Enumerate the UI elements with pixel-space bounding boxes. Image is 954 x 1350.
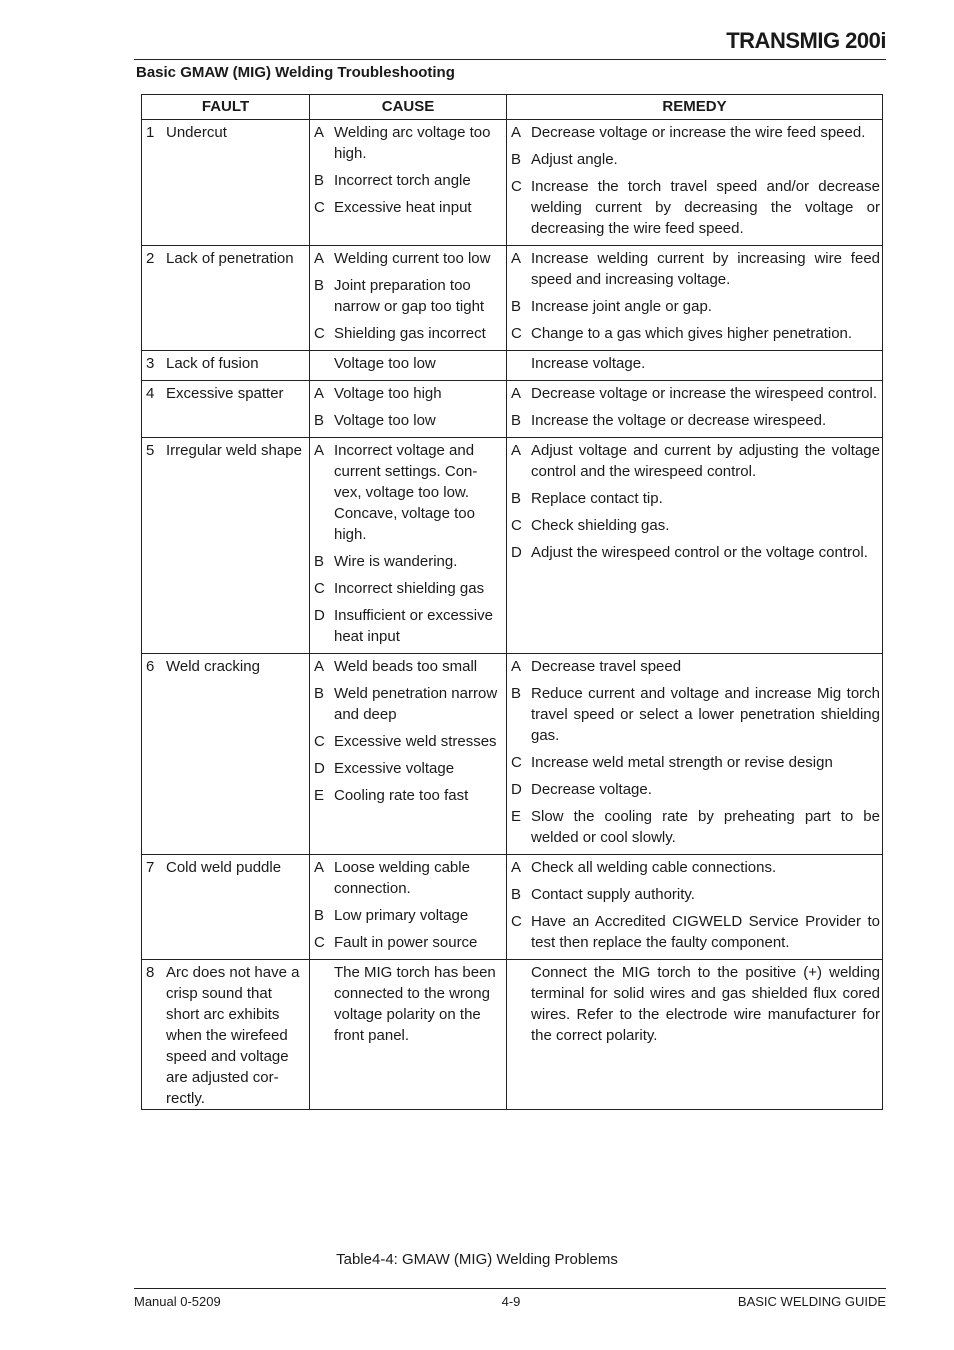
cause-letter: B <box>314 277 325 294</box>
cause-item <box>314 122 506 164</box>
cause-text: Excessive heat input <box>334 199 472 216</box>
cause-text: Fault in power source <box>334 934 478 951</box>
cause-text: Weld penetration narrow and deep <box>334 685 498 723</box>
column-header-remedy: REMEDY <box>507 95 883 120</box>
table-row <box>142 960 883 1110</box>
cause-text: Excessive voltage <box>334 760 455 777</box>
cause-text: Insufficient or excessive heat input <box>334 607 493 645</box>
footer-divider <box>134 1288 886 1289</box>
fault-cell <box>142 654 310 855</box>
remedy-text: Connect the MIG torch to the positive (+) welding terminal for solid wires and gas shielded flux cored wires. Refer to the electrode wire manufacturer for the correct polarity. <box>531 964 880 1044</box>
remedy-text: Decrease voltage or increase the wirespeed control. <box>531 385 878 402</box>
remedy-letter: B <box>511 151 522 168</box>
fault-entry <box>146 122 309 143</box>
remedy-item <box>511 779 882 800</box>
remedy-letter: D <box>511 781 522 798</box>
cause-text: Low primary voltage <box>334 907 469 924</box>
remedy-letter: D <box>511 544 522 561</box>
table-header-row <box>142 95 883 120</box>
cause-letter: B <box>314 172 325 189</box>
cause-text: Voltage too low <box>334 355 436 372</box>
remedy-item <box>511 515 882 536</box>
cause-text: Weld beads too small <box>334 658 478 675</box>
fault-number: 1 <box>146 124 155 141</box>
cause-cell <box>310 246 507 351</box>
remedy-item <box>511 323 882 344</box>
cause-letter: C <box>314 934 325 951</box>
remedy-item <box>511 962 882 1046</box>
table-row <box>142 381 883 438</box>
fault-text: Cold weld puddle <box>166 859 282 876</box>
remedy-text: Decrease voltage. <box>531 781 652 798</box>
fault-cell <box>142 381 310 438</box>
remedy-letter: A <box>511 442 522 459</box>
cause-item <box>314 551 506 572</box>
remedy-item <box>511 440 882 482</box>
remedy-letter: C <box>511 517 522 534</box>
cause-letter: B <box>314 553 325 570</box>
remedy-letter <box>511 962 531 1046</box>
cause-cell <box>310 351 507 381</box>
remedy-letter: B <box>511 490 522 507</box>
cause-item <box>314 275 506 317</box>
remedy-item <box>511 296 882 317</box>
fault-cell <box>142 438 310 654</box>
fault-entry <box>146 353 309 374</box>
cause-letter: C <box>314 580 325 597</box>
cause-letter: B <box>314 685 325 702</box>
troubleshooting-table <box>141 94 883 1110</box>
remedy-text: Adjust the wirespeed control or the voltage control. <box>531 544 868 561</box>
cause-item <box>314 785 506 806</box>
cause-item <box>314 323 506 344</box>
remedy-item <box>511 806 882 848</box>
fault-entry <box>146 656 309 677</box>
remedy-letter: A <box>511 250 522 267</box>
cause-letter: D <box>314 760 325 777</box>
cause-item <box>314 905 506 926</box>
remedy-text: Contact supply authority. <box>531 886 695 903</box>
cause-letter <box>314 353 334 374</box>
cause-text: Welding arc voltage too high. <box>334 124 491 162</box>
footer-page-number: 4-9 <box>501 1294 521 1309</box>
cause-text: Voltage too high <box>334 385 442 402</box>
remedy-cell <box>507 654 883 855</box>
cause-letter: C <box>314 199 325 216</box>
fault-number: 2 <box>146 250 155 267</box>
remedy-letter: C <box>511 178 522 195</box>
cause-item <box>314 683 506 725</box>
fault-text: Lack of fusion <box>166 355 259 372</box>
remedy-cell <box>507 351 883 381</box>
remedy-letter: C <box>511 913 522 930</box>
cause-letter: C <box>314 733 325 750</box>
fault-text: Irregular weld shape <box>166 442 302 459</box>
cause-item <box>314 383 506 404</box>
cause-item <box>314 170 506 191</box>
remedy-letter: B <box>511 685 522 702</box>
cause-item <box>314 656 506 677</box>
cause-item <box>314 932 506 953</box>
fault-entry <box>146 962 309 1109</box>
remedy-text: Slow the cooling rate by preheating part to be welded or cool slowly. <box>531 808 880 846</box>
cause-letter: A <box>314 250 325 267</box>
cause-cell <box>310 381 507 438</box>
cause-cell <box>310 120 507 246</box>
remedy-item <box>511 542 882 563</box>
cause-item <box>314 248 506 269</box>
cause-letter: E <box>314 787 325 804</box>
fault-number: 3 <box>146 355 155 372</box>
cause-letter: A <box>314 859 325 876</box>
fault-entry <box>146 383 309 404</box>
remedy-item <box>511 683 882 746</box>
remedy-item <box>511 248 882 290</box>
remedy-text: Have an Accredited CIGWELD Service Provider to test then replace the faulty component. <box>531 913 880 951</box>
cause-text: Welding current too low <box>334 250 491 267</box>
table-row <box>142 438 883 654</box>
fault-cell <box>142 120 310 246</box>
remedy-letter: A <box>511 658 522 675</box>
remedy-item <box>511 353 882 374</box>
cause-cell <box>310 438 507 654</box>
remedy-text: Increase voltage. <box>531 355 646 372</box>
remedy-cell <box>507 381 883 438</box>
remedy-letter: B <box>511 886 522 903</box>
cause-letter: A <box>314 442 325 459</box>
remedy-text: Change to a gas which gives higher penetration. <box>531 325 853 342</box>
remedy-item <box>511 122 882 143</box>
cause-letter: C <box>314 325 325 342</box>
remedy-item <box>511 884 882 905</box>
fault-number: 7 <box>146 859 155 876</box>
remedy-item <box>511 752 882 773</box>
cause-text: Voltage too low <box>334 412 436 429</box>
remedy-item <box>511 149 882 170</box>
remedy-cell <box>507 960 883 1110</box>
remedy-item <box>511 857 882 878</box>
remedy-text: Decrease travel speed <box>531 658 682 675</box>
remedy-letter <box>511 353 531 374</box>
cause-item <box>314 731 506 752</box>
remedy-item <box>511 656 882 677</box>
cause-text: The MIG torch has been connected to the wrong voltage polarity on the front panel. <box>334 964 496 1044</box>
table-row <box>142 855 883 960</box>
fault-text: Weld cracking <box>166 658 260 675</box>
table-caption: Table4-4: GMAW (MIG) Welding Problems <box>336 1251 618 1268</box>
remedy-cell <box>507 246 883 351</box>
fault-cell <box>142 960 310 1110</box>
fault-entry <box>146 857 309 878</box>
remedy-item <box>511 176 882 239</box>
cause-item <box>314 962 506 1046</box>
fault-number: 8 <box>146 964 155 981</box>
remedy-letter: A <box>511 859 522 876</box>
column-header-cause: CAUSE <box>310 95 507 120</box>
fault-cell <box>142 855 310 960</box>
cause-text: Shielding gas incorrect <box>334 325 486 342</box>
cause-item <box>314 410 506 431</box>
remedy-item <box>511 911 882 953</box>
table-row <box>142 120 883 246</box>
fault-entry <box>146 248 309 269</box>
cause-letter: B <box>314 907 325 924</box>
cause-item <box>314 578 506 599</box>
remedy-letter: A <box>511 124 522 141</box>
cause-item <box>314 605 506 647</box>
fault-entry <box>146 440 309 461</box>
remedy-cell <box>507 438 883 654</box>
cause-cell <box>310 960 507 1110</box>
remedy-text: Replace contact tip. <box>531 490 663 507</box>
cause-item <box>314 440 506 545</box>
remedy-item <box>511 488 882 509</box>
section-title: Basic GMAW (MIG) Welding Troubleshooting <box>136 64 455 81</box>
remedy-letter: C <box>511 754 522 771</box>
remedy-text: Adjust angle. <box>531 151 618 168</box>
cause-text: Joint preparation too narrow or gap too tight <box>334 277 485 315</box>
table-row <box>142 246 883 351</box>
fault-number: 5 <box>146 442 155 459</box>
remedy-letter: B <box>511 298 522 315</box>
fault-cell <box>142 246 310 351</box>
table-row <box>142 654 883 855</box>
cause-item <box>314 758 506 779</box>
remedy-text: Check all welding cable connections. <box>531 859 777 876</box>
cause-text: Excessive weld stresses <box>334 733 497 750</box>
fault-number: 4 <box>146 385 155 402</box>
fault-cell <box>142 351 310 381</box>
header-divider <box>134 59 886 60</box>
cause-cell <box>310 855 507 960</box>
fault-text: Lack of penetration <box>166 250 294 267</box>
footer-guide-title: BASIC WELDING GUIDE <box>737 1294 886 1309</box>
remedy-letter: C <box>511 325 522 342</box>
fault-text: Undercut <box>166 124 227 141</box>
fault-text: Excessive spatter <box>166 385 284 402</box>
remedy-text: Adjust voltage and current by adjusting the voltage control and the wirespeed control. <box>531 442 880 480</box>
remedy-letter: A <box>511 385 522 402</box>
cause-text: Wire is wandering. <box>334 553 458 570</box>
remedy-text: Decrease voltage or increase the wire feed speed. <box>531 124 866 141</box>
cause-text: Incorrect shielding gas <box>334 580 485 597</box>
fault-text: Arc does not have a crisp sound that short arc exhibits when the wirefeed speed and voltage are adjusted cor-rectly. <box>166 964 300 1107</box>
remedy-text: Check shielding gas. <box>531 517 670 534</box>
remedy-text: Increase weld metal strength or revise design <box>531 754 833 771</box>
cause-letter: D <box>314 607 325 624</box>
cause-letter: A <box>314 124 325 141</box>
cause-letter: B <box>314 412 325 429</box>
cause-letter: A <box>314 385 325 402</box>
remedy-cell <box>507 855 883 960</box>
footer-manual-number: Manual 0-5209 <box>134 1294 221 1309</box>
remedy-item <box>511 410 882 431</box>
remedy-letter: B <box>511 412 522 429</box>
remedy-text: Increase joint angle or gap. <box>531 298 712 315</box>
table-row <box>142 351 883 381</box>
cause-letter: A <box>314 658 325 675</box>
column-header-fault: FAULT <box>142 95 310 120</box>
cause-item <box>314 857 506 899</box>
cause-text: Incorrect torch angle <box>334 172 471 189</box>
remedy-cell <box>507 120 883 246</box>
fault-number: 6 <box>146 658 155 675</box>
remedy-text: Reduce current and voltage and increase Mig torch travel speed or select a lower penetration shielding gas. <box>531 685 880 744</box>
remedy-text: Increase the voltage or decrease wirespeed. <box>531 412 827 429</box>
cause-item <box>314 353 506 374</box>
table-body <box>142 120 883 1110</box>
remedy-letter: E <box>511 808 522 825</box>
remedy-item <box>511 383 882 404</box>
cause-item <box>314 197 506 218</box>
cause-text: Incorrect voltage and current settings. Con-vex, voltage too low. Concave, voltage too high. <box>334 442 478 543</box>
remedy-text: Increase the torch travel speed and/or decrease welding current by decreasing the voltage or decreasing the wire feed speed. <box>531 178 880 237</box>
cause-text: Cooling rate too fast <box>334 787 469 804</box>
document-title: TRANSMIG 200i <box>726 28 886 53</box>
cause-cell <box>310 654 507 855</box>
cause-text: Loose welding cable connection. <box>334 859 470 897</box>
remedy-text: Increase welding current by increasing wire feed speed and increasing voltage. <box>531 250 880 288</box>
cause-letter <box>314 962 334 1046</box>
